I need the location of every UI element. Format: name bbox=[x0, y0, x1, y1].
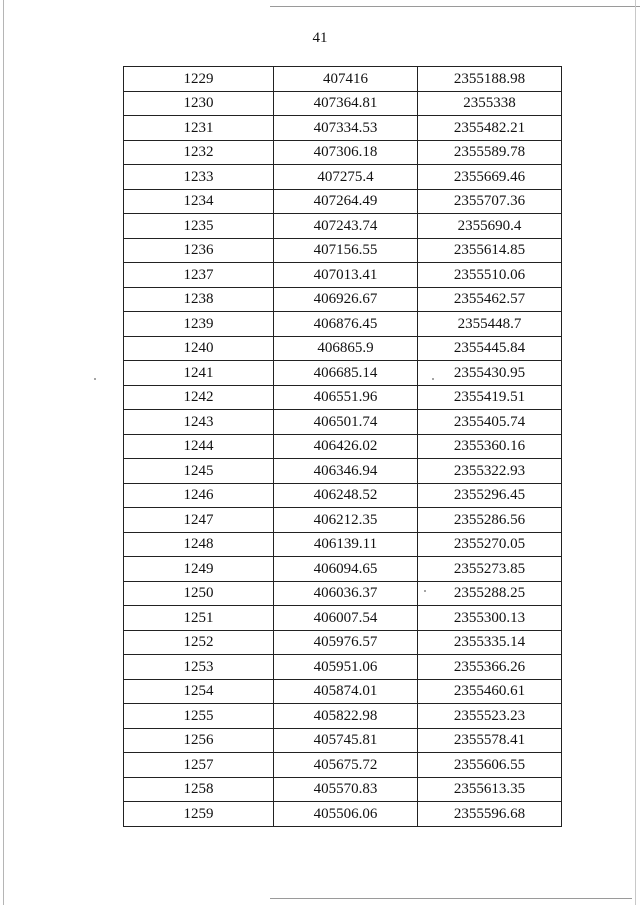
y-coordinate-cell: 2355523.23 bbox=[418, 704, 562, 729]
y-coordinate-cell: 2355270.05 bbox=[418, 532, 562, 557]
table-row bbox=[124, 410, 562, 435]
table-row bbox=[124, 67, 562, 92]
point-number-cell: 1257 bbox=[124, 753, 274, 778]
table-row bbox=[124, 287, 562, 312]
table-row bbox=[124, 630, 562, 655]
point-number-cell: 1249 bbox=[124, 557, 274, 582]
x-coordinate-cell: 405675.72 bbox=[274, 753, 418, 778]
point-number-cell: 1234 bbox=[124, 189, 274, 214]
table-row bbox=[124, 704, 562, 729]
x-coordinate-cell: 405976.57 bbox=[274, 630, 418, 655]
y-coordinate-cell: 2355366.26 bbox=[418, 655, 562, 680]
coordinates-table-body bbox=[124, 67, 562, 827]
coordinates-table bbox=[123, 66, 562, 827]
table-row bbox=[124, 116, 562, 141]
x-coordinate-cell: 407306.18 bbox=[274, 140, 418, 165]
x-coordinate-cell: 406346.94 bbox=[274, 459, 418, 484]
table-row bbox=[124, 655, 562, 680]
point-number-cell: 1240 bbox=[124, 336, 274, 361]
point-number-cell: 1252 bbox=[124, 630, 274, 655]
point-number-cell: 1253 bbox=[124, 655, 274, 680]
page-number: 41 bbox=[312, 30, 328, 46]
x-coordinate-cell: 407275.4 bbox=[274, 165, 418, 190]
point-number-cell: 1245 bbox=[124, 459, 274, 484]
point-number-cell: 1241 bbox=[124, 361, 274, 386]
y-coordinate-cell: 2355405.74 bbox=[418, 410, 562, 435]
point-number-cell: 1259 bbox=[124, 802, 274, 827]
y-coordinate-cell: 2355606.55 bbox=[418, 753, 562, 778]
table-row bbox=[124, 91, 562, 116]
y-coordinate-cell: 2355338 bbox=[418, 91, 562, 116]
scan-edge-left bbox=[3, 0, 4, 905]
table-row bbox=[124, 140, 562, 165]
y-coordinate-cell: 2355578.41 bbox=[418, 728, 562, 753]
x-coordinate-cell: 406426.02 bbox=[274, 434, 418, 459]
x-coordinate-cell: 407243.74 bbox=[274, 214, 418, 239]
table-row bbox=[124, 728, 562, 753]
x-coordinate-cell: 407264.49 bbox=[274, 189, 418, 214]
point-number-cell: 1255 bbox=[124, 704, 274, 729]
y-coordinate-cell: 2355296.45 bbox=[418, 483, 562, 508]
y-coordinate-cell: 2355322.93 bbox=[418, 459, 562, 484]
point-number-cell: 1238 bbox=[124, 287, 274, 312]
point-number-cell: 1229 bbox=[124, 67, 274, 92]
x-coordinate-cell: 407364.81 bbox=[274, 91, 418, 116]
x-coordinate-cell: 406248.52 bbox=[274, 483, 418, 508]
table-row bbox=[124, 753, 562, 778]
scan-edge-right bbox=[635, 0, 636, 905]
table-row bbox=[124, 165, 562, 190]
x-coordinate-cell: 406007.54 bbox=[274, 606, 418, 631]
x-coordinate-cell: 407013.41 bbox=[274, 263, 418, 288]
y-coordinate-cell: 2355613.35 bbox=[418, 777, 562, 802]
x-coordinate-cell: 407156.55 bbox=[274, 238, 418, 263]
point-number-cell: 1258 bbox=[124, 777, 274, 802]
table-row bbox=[124, 189, 562, 214]
table-row bbox=[124, 312, 562, 337]
y-coordinate-cell: 2355419.51 bbox=[418, 385, 562, 410]
x-coordinate-cell: 406926.67 bbox=[274, 287, 418, 312]
table-row bbox=[124, 361, 562, 386]
x-coordinate-cell: 405951.06 bbox=[274, 655, 418, 680]
table-row bbox=[124, 263, 562, 288]
y-coordinate-cell: 2355462.57 bbox=[418, 287, 562, 312]
table-row bbox=[124, 679, 562, 704]
y-coordinate-cell: 2355707.36 bbox=[418, 189, 562, 214]
x-coordinate-cell: 406212.35 bbox=[274, 508, 418, 533]
table-row bbox=[124, 581, 562, 606]
y-coordinate-cell: 2355445.84 bbox=[418, 336, 562, 361]
point-number-cell: 1236 bbox=[124, 238, 274, 263]
point-number-cell: 1243 bbox=[124, 410, 274, 435]
y-coordinate-cell: 2355360.16 bbox=[418, 434, 562, 459]
point-number-cell: 1239 bbox=[124, 312, 274, 337]
y-coordinate-cell: 2355300.13 bbox=[418, 606, 562, 631]
x-coordinate-cell: 406094.65 bbox=[274, 557, 418, 582]
scan-edge-bottom bbox=[270, 898, 632, 899]
table-row bbox=[124, 238, 562, 263]
x-coordinate-cell: 406685.14 bbox=[274, 361, 418, 386]
point-number-cell: 1247 bbox=[124, 508, 274, 533]
scan-speck bbox=[94, 378, 96, 380]
table-row bbox=[124, 385, 562, 410]
x-coordinate-cell: 406036.37 bbox=[274, 581, 418, 606]
x-coordinate-cell: 405745.81 bbox=[274, 728, 418, 753]
table-row bbox=[124, 459, 562, 484]
y-coordinate-cell: 2355510.06 bbox=[418, 263, 562, 288]
y-coordinate-cell: 2355335.14 bbox=[418, 630, 562, 655]
y-coordinate-cell: 2355188.98 bbox=[418, 67, 562, 92]
x-coordinate-cell: 406551.96 bbox=[274, 385, 418, 410]
point-number-cell: 1256 bbox=[124, 728, 274, 753]
point-number-cell: 1248 bbox=[124, 532, 274, 557]
y-coordinate-cell: 2355460.61 bbox=[418, 679, 562, 704]
x-coordinate-cell: 405570.83 bbox=[274, 777, 418, 802]
x-coordinate-cell: 406139.11 bbox=[274, 532, 418, 557]
point-number-cell: 1254 bbox=[124, 679, 274, 704]
y-coordinate-cell: 2355589.78 bbox=[418, 140, 562, 165]
point-number-cell: 1233 bbox=[124, 165, 274, 190]
x-coordinate-cell: 406876.45 bbox=[274, 312, 418, 337]
point-number-cell: 1230 bbox=[124, 91, 274, 116]
y-coordinate-cell: 2355596.68 bbox=[418, 802, 562, 827]
x-coordinate-cell: 407416 bbox=[274, 67, 418, 92]
table-row bbox=[124, 557, 562, 582]
x-coordinate-cell: 406501.74 bbox=[274, 410, 418, 435]
y-coordinate-cell: 2355288.25 bbox=[418, 581, 562, 606]
point-number-cell: 1237 bbox=[124, 263, 274, 288]
point-number-cell: 1242 bbox=[124, 385, 274, 410]
point-number-cell: 1235 bbox=[124, 214, 274, 239]
scan-edge-top bbox=[270, 6, 640, 7]
y-coordinate-cell: 2355690.4 bbox=[418, 214, 562, 239]
point-number-cell: 1232 bbox=[124, 140, 274, 165]
point-number-cell: 1244 bbox=[124, 434, 274, 459]
table-row bbox=[124, 777, 562, 802]
x-coordinate-cell: 407334.53 bbox=[274, 116, 418, 141]
table-row bbox=[124, 802, 562, 827]
x-coordinate-cell: 405506.06 bbox=[274, 802, 418, 827]
table-row bbox=[124, 434, 562, 459]
y-coordinate-cell: 2355482.21 bbox=[418, 116, 562, 141]
x-coordinate-cell: 405822.98 bbox=[274, 704, 418, 729]
point-number-cell: 1246 bbox=[124, 483, 274, 508]
point-number-cell: 1251 bbox=[124, 606, 274, 631]
x-coordinate-cell: 405874.01 bbox=[274, 679, 418, 704]
y-coordinate-cell: 2355286.56 bbox=[418, 508, 562, 533]
y-coordinate-cell: 2355430.95 bbox=[418, 361, 562, 386]
y-coordinate-cell: 2355273.85 bbox=[418, 557, 562, 582]
table-row bbox=[124, 508, 562, 533]
point-number-cell: 1250 bbox=[124, 581, 274, 606]
table-row bbox=[124, 214, 562, 239]
table-row bbox=[124, 336, 562, 361]
y-coordinate-cell: 2355669.46 bbox=[418, 165, 562, 190]
point-number-cell: 1231 bbox=[124, 116, 274, 141]
table-row bbox=[124, 606, 562, 631]
y-coordinate-cell: 2355448.7 bbox=[418, 312, 562, 337]
x-coordinate-cell: 406865.9 bbox=[274, 336, 418, 361]
table-row bbox=[124, 483, 562, 508]
table-row bbox=[124, 532, 562, 557]
y-coordinate-cell: 2355614.85 bbox=[418, 238, 562, 263]
